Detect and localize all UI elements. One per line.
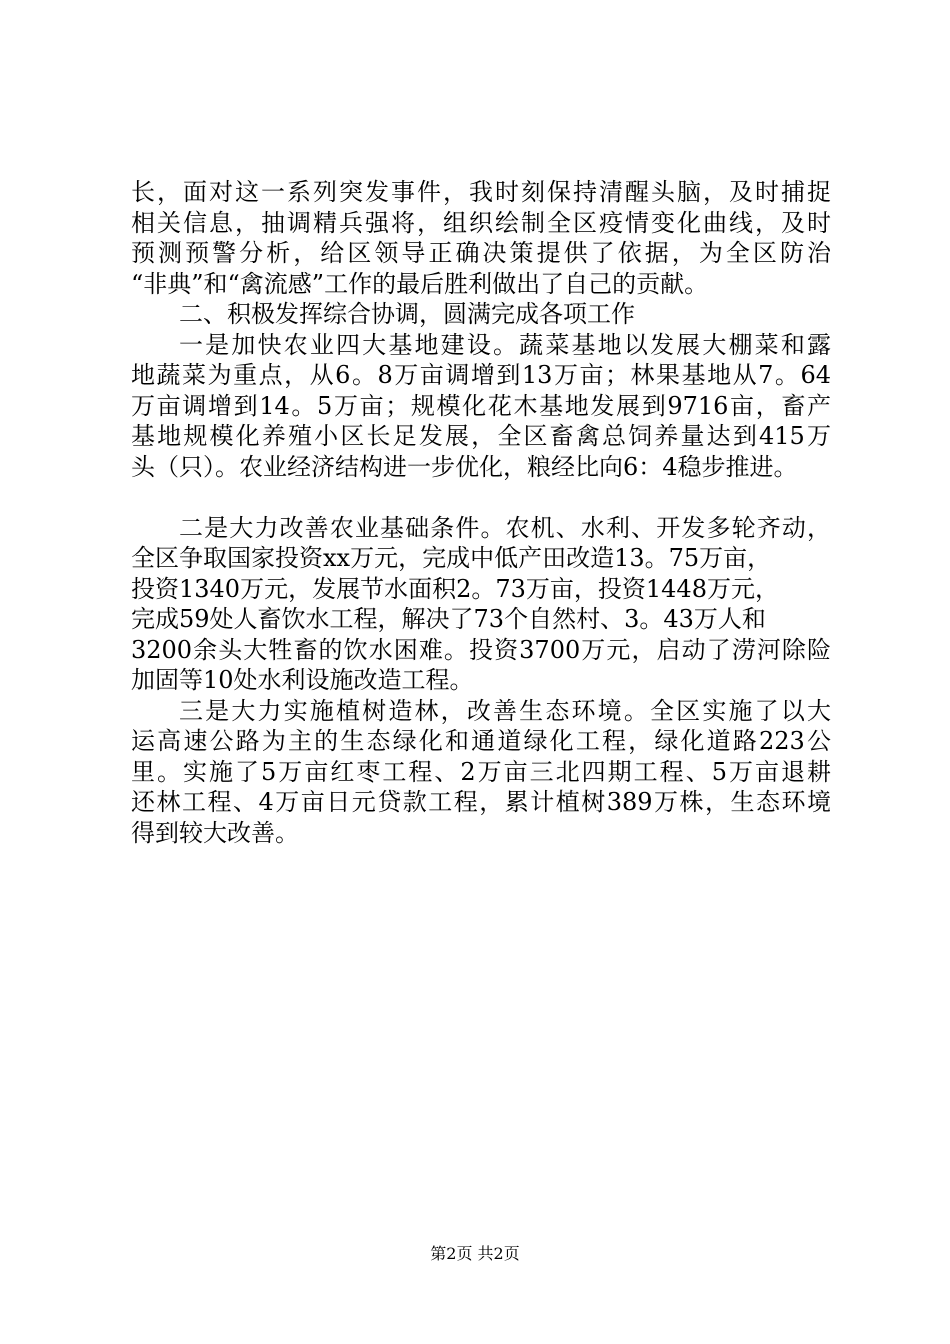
text-line: “非典”和“禽流感”工作的最后胜利做出了自己的贡献。 (131, 269, 709, 298)
text-line: 还林工程、4万亩日元贷款工程，累计植树389万株，生态环境 (131, 788, 831, 816)
text-line: 基地规模化养殖小区长足发展，全区畜禽总饲养量达到415万 (131, 422, 831, 450)
paragraph-gap (131, 482, 831, 513)
text-line: 里。实施了5万亩红枣工程、2万亩三北四期工程、5万亩退耕 (131, 757, 831, 786)
text-line: 完成59处人畜饮水工程，解决了73个自然村、3。43万人和 (131, 605, 766, 633)
text-line: 投资1340万元，发展节水面积2。73万亩，投资1448万元， (131, 574, 779, 603)
text-line: 得到较大改善。 (131, 818, 299, 847)
text-line: 预测预警分析，给区领导正确决策提供了依据，为全区防治 (131, 239, 831, 267)
text-line: 加固等10处水利设施改造工程。 (131, 666, 474, 694)
text-line: 全区争取国家投资xx万元，完成中低产田改造13。75万亩， (131, 544, 772, 572)
text-line: 长，面对这一系列突发事件，我时刻保持清醒头脑，及时捕捉 (131, 178, 831, 206)
body-text (131, 177, 831, 848)
text-line: 一是加快农业四大基地建设。蔬菜基地以发展大棚菜和露 (179, 330, 831, 359)
page-number: 第2页 共2页 (430, 1244, 520, 1263)
text-line: 相关信息，抽调精兵强将，组织绘制全区疫情变化曲线，及时 (131, 208, 831, 237)
text-line: 地蔬菜为重点，从6。8万亩调增到13万亩；林果基地从7。64 (131, 361, 831, 389)
text-line: 二是大力改善农业基础条件。农机、水利、开发多轮齐动， (179, 513, 831, 542)
text-line: 3200余头大牲畜的饮水困难。投资3700万元，启动了涝河除险 (131, 635, 831, 664)
text-line: 运高速公路为主的生态绿化和通道绿化工程，绿化道路223公 (131, 727, 831, 755)
section-heading: 二、积极发挥综合协调，圆满完成各项工作 (179, 300, 635, 328)
text-line: 三是大力实施植树造林，改善生态环境。全区实施了以大 (179, 696, 831, 725)
text-line: 万亩调增到14。5万亩；规模化花木基地发展到9716亩，畜产 (131, 391, 831, 420)
text-line: 头（只）。农业经济结构进一步优化，粮经比向6：4稳步推进。 (131, 452, 798, 481)
